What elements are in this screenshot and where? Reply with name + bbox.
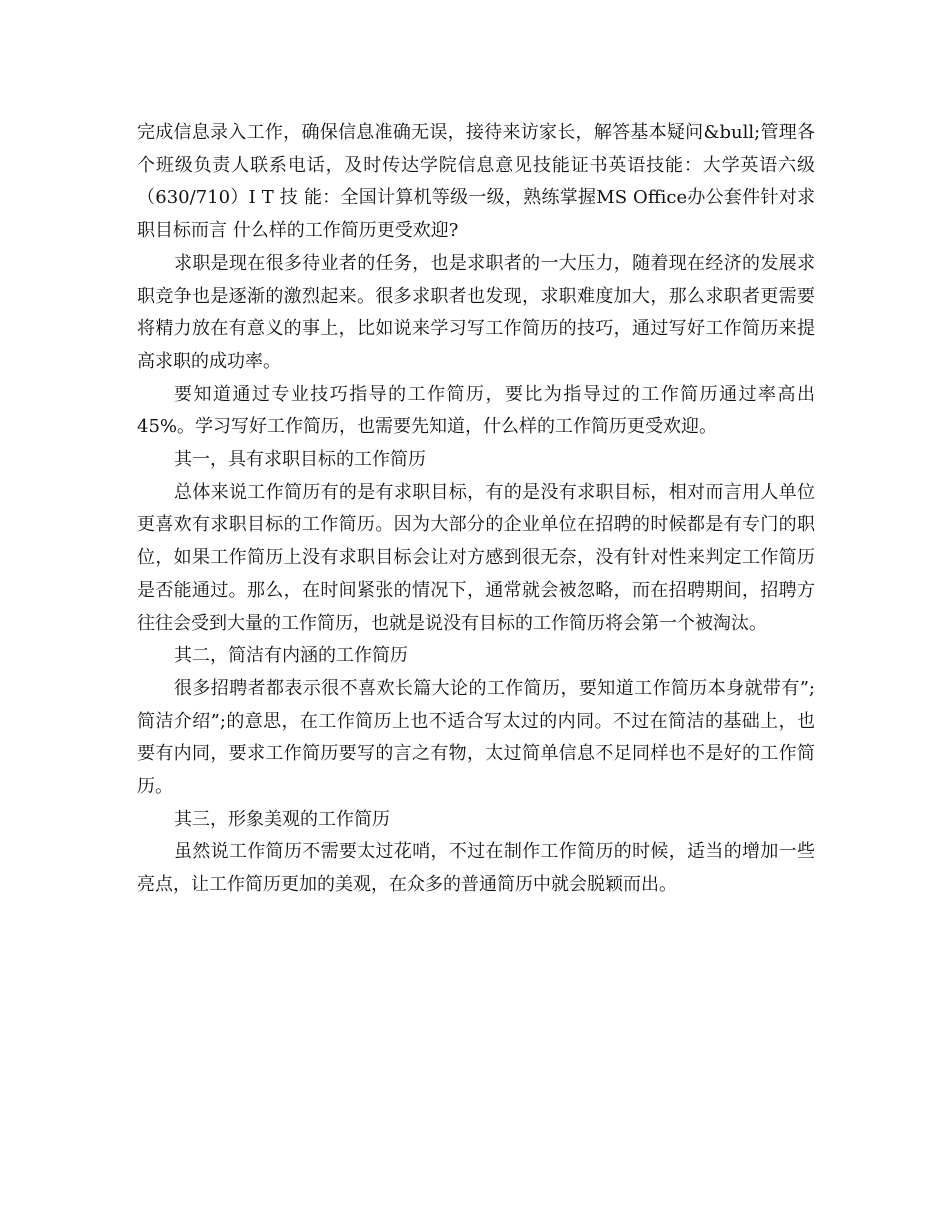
paragraph-job-hunting-intro: 求职是现在很多待业者的任务，也是求职者的一大压力，随着现在经济的发展求职竞争也是逐渐的激烈起来。很多求职者也发现，求职难度加大，那么求职者更需要将精力放在有意义的事上，比如说来学习写工作简历的技巧，通过写好工作简历来提高求职的成功率。 [137,252,815,372]
paragraph-continued-resume-text: 完成信息录入工作，确保信息准确无误，接待来访家长，解答基本疑问&bull;管理各个班级负责人联系电话，及时传达学院信息意见技能证书英语技能：大学英语六级（630/710）I T 技 能：全国计算机等级一级，熟练掌握MS Office办公套件针对求职目标而言 什么样的工作简历更受欢迎? [137,122,815,242]
paragraph-pass-rate: 要知道通过专业技巧指导的工作简历，要比为指导过的工作简历通过率高出45%。学习写好工作简历，也需要先知道，什么样的工作简历更受欢迎。 [137,383,815,438]
paragraph-point-three-body: 虽然说工作简历不需要太过花哨，不过在制作工作简历的时候，适当的增加一些亮点，让工作简历更加的美观，在众多的普通简历中就会脱颖而出。 [137,841,815,896]
paragraph-point-one-body: 总体来说工作简历有的是有求职目标，有的是没有求职目标，相对而言用人单位更喜欢有求职目标的工作简历。因为大部分的企业单位在招聘的时候都是有专门的职位，如果工作简历上没有求职目标会让对方感到很无奈，没有针对性来判定工作简历是否能通过。那么，在时间紧张的情况下，通常就会被忽略，而在招聘期间，招聘方往往会受到大量的工作简历，也就是说没有目标的工作简历将会第一个被淘汰。 [137,481,815,634]
paragraph-point-two-body: 很多招聘者都表示很不喜欢长篇大论的工作简历，要知道工作简历本身就带有”;简洁介绍”;的意思，在工作简历上也不适合写太过的内同。不过在简洁的基础上，也要有内同，要求工作简历要写的言之有物，太过简单信息不足同样也不是好的工作简历。 [137,677,815,798]
document-body [137,117,815,902]
heading-point-one: 其一，具有求职目标的工作简历 [174,449,426,471]
heading-point-three: 其三，形象美观的工作简历 [174,808,390,830]
heading-point-two: 其二，简洁有内涵的工作简历 [174,645,408,667]
